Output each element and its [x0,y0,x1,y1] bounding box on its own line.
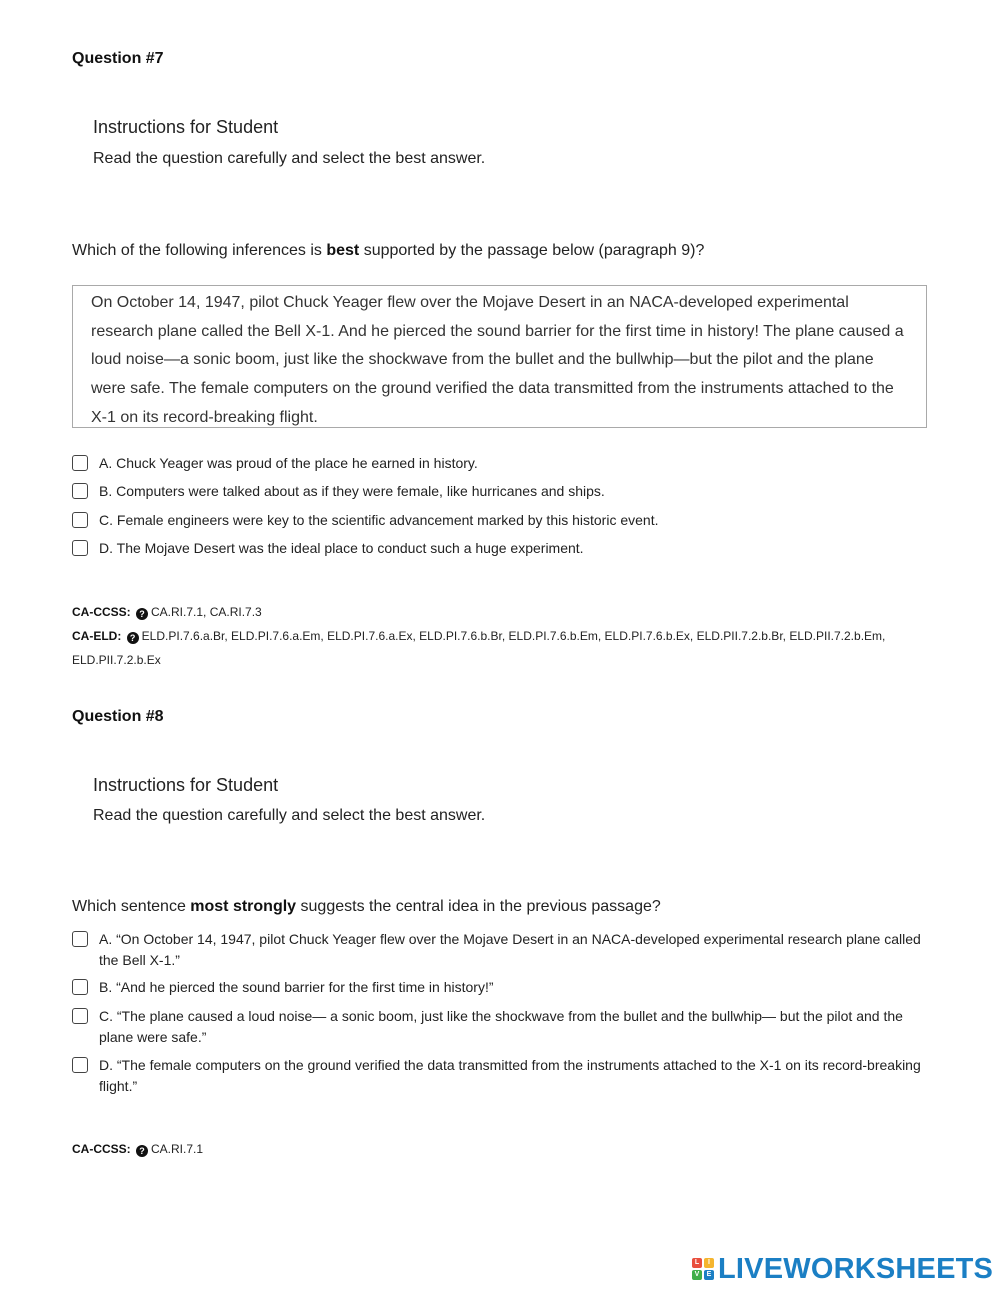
help-icon[interactable]: ? [136,608,148,620]
q8-option-c-label: C. “The plane caused a loud noise— a sonic boom, just like the shockwave from the bullet and the bullwhip— but the pilot and the plane were safe.” [99,1008,903,1045]
q8-option-b[interactable] [72,977,932,998]
q8-instructions-title: Instructions for Student [93,775,279,795]
question-7-title: Question #7 [72,50,164,67]
logo-mark-l: L [692,1258,702,1268]
q7-option-d[interactable] [72,538,932,559]
logo-mark-e: E [704,1270,714,1280]
q8-ccss-standards [72,1138,922,1162]
q8-prompt-after: suggests the central idea in the previous passage? [296,898,661,915]
help-icon[interactable]: ? [127,632,139,644]
q8-option-a-label: A. “On October 14, 1947, pilot Chuck Yeager flew over the Mojave Desert in an NACA-developed experimental research plane called the Bell X-1.” [99,931,921,968]
q8-option-b-checkbox[interactable] [72,979,88,995]
q8-option-d-checkbox[interactable] [72,1057,88,1073]
q8-option-b-label: B. “And he pierced the sound barrier for the first time in history!” [99,979,494,995]
q7-eld-value: ELD.PI.7.6.a.Br, ELD.PI.7.6.a.Em, ELD.PI.7.6.a.Ex, ELD.PI.7.6.b.Br, ELD.PI.7.6.b.Em, ELD.PI.7.6.b.Ex, ELD.PII.7.2.b.Br, ELD.PII.7.2.b.Em, ELD.PII.7.2.b.Ex [72,629,886,667]
help-icon[interactable]: ? [136,1145,148,1157]
logo-mark-i: I [704,1258,714,1268]
q7-option-b-checkbox[interactable] [72,483,88,499]
q7-passage: On October 14, 1947, pilot Chuck Yeager flew over the Mojave Desert in an NACA-developed experimental research plane called the Bell X-1. And he pierced the sound barrier for the first time in history! The plane caused a loud noise—a sonic boom, just like the shockwave from the bullet and the bullwhip—but the pilot and the plane were safe. The female computers on the ground verified the data transmitted from the instruments attached to the X-1 on its record-breaking flight. [72,285,927,428]
q7-instructions-title: Instructions for Student [93,117,279,137]
logo-mark [692,1258,714,1280]
liveworksheets-logo[interactable] [692,1254,993,1284]
q7-eld-label: CA-ELD: [72,629,122,643]
q8-option-a-checkbox[interactable] [72,931,88,947]
q8-prompt [72,898,661,916]
q7-prompt-after: supported by the passage below (paragraph 9)? [359,242,705,259]
q7-ccss-value: CA.RI.7.1, CA.RI.7.3 [151,605,262,619]
q7-option-c-label: C. Female engineers were key to the scientific advancement marked by this historic event. [99,512,659,528]
q7-prompt-bold: best [326,242,360,259]
q8-option-a[interactable] [72,929,932,970]
q7-option-a-label: A. Chuck Yeager was proud of the place he earned in history. [99,455,478,471]
q7-prompt-before: Which of the following inferences is [72,242,327,259]
q8-prompt-before: Which sentence [72,898,191,915]
q7-option-a-checkbox[interactable] [72,455,88,471]
q8-ccss-label: CA-CCSS: [72,1142,131,1156]
q7-option-b[interactable] [72,481,932,502]
q8-instructions-text: Read the question carefully and select the best answer. [93,807,486,824]
q7-option-c[interactable] [72,510,932,531]
q7-option-c-checkbox[interactable] [72,512,88,528]
q7-option-a[interactable] [72,453,932,474]
q7-instructions-text: Read the question carefully and select the best answer. [93,150,486,167]
q7-option-d-checkbox[interactable] [72,540,88,556]
q7-ccss-standards [72,601,922,625]
q7-option-d-label: D. The Mojave Desert was the ideal place to conduct such a huge experiment. [99,540,584,556]
q8-ccss-value: CA.RI.7.1 [151,1142,204,1156]
q8-option-c[interactable] [72,1006,932,1047]
q8-option-d[interactable] [72,1055,932,1096]
q8-option-c-checkbox[interactable] [72,1008,88,1024]
q7-option-b-label: B. Computers were talked about as if they were female, like hurricanes and ships. [99,483,605,499]
q8-option-d-label: D. “The female computers on the ground verified the data transmitted from the instruments attached to the X-1 on its record-breaking flight.” [99,1057,921,1094]
q7-ccss-label: CA-CCSS: [72,605,131,619]
logo-text: LIVEWORKSHEETS [718,1252,994,1285]
q7-prompt [72,242,704,260]
question-8-title: Question #8 [72,708,164,725]
q8-prompt-bold: most strongly [190,898,297,915]
logo-mark-v: V [692,1270,702,1280]
q7-eld-standards [72,625,922,672]
